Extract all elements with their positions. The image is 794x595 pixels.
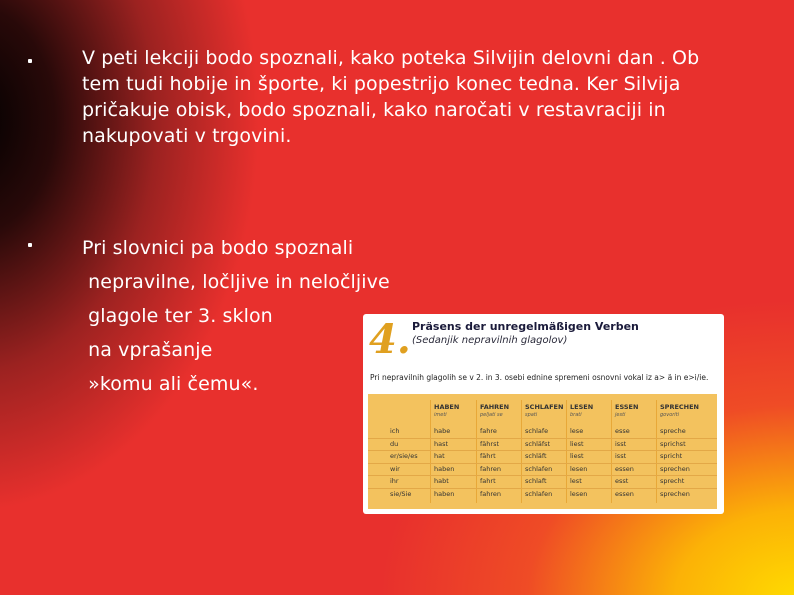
card-subtitle: (Sedanjik nepravilnih glagolov) xyxy=(412,335,568,346)
column-header: LESEN xyxy=(570,403,594,411)
table-cell: essen xyxy=(615,489,634,498)
column-header: HABEN xyxy=(434,403,460,411)
column-header: SPRECHEN xyxy=(660,403,699,411)
table-cell: schlafe xyxy=(525,427,549,435)
table-cell: sprechen xyxy=(660,489,690,498)
lesson-number: 4. xyxy=(369,316,411,363)
table-cell: schläft xyxy=(525,452,547,460)
table-cell: schlaft xyxy=(525,477,547,485)
table-cell: lese xyxy=(570,427,584,435)
table-cell: sprichst xyxy=(660,439,686,448)
table-cell: esst xyxy=(615,477,629,485)
column-header: FAHREN xyxy=(480,403,510,411)
row-label: ihr xyxy=(390,477,399,485)
table-cell: spricht xyxy=(660,452,683,460)
table-cell: esse xyxy=(615,427,630,435)
bullet-dot xyxy=(28,243,32,247)
table-cell: lest xyxy=(570,477,582,485)
table-cell: fahre xyxy=(480,427,497,435)
row-label: ich xyxy=(390,427,400,435)
column-header: ESSEN xyxy=(615,403,639,411)
table-cell: lesen xyxy=(570,464,588,473)
bullet-text-1: V peti lekciji bodo spoznali, kako poteka Silvijin delovni dan . Ob tem tudi hobije in športe, ki popestrijo konec tedna. Ker Silvija pričakuje obisk, bodo spoznali, kako naročati v restavraciji in nakupovati v trgovini. xyxy=(82,47,700,147)
column-subheader: jesti xyxy=(615,412,626,418)
table-row-line xyxy=(368,463,717,464)
row-label: du xyxy=(390,439,399,448)
table-cell: hat xyxy=(434,452,445,460)
table-cell: sprechen xyxy=(660,464,690,473)
table-cell: fahren xyxy=(480,464,502,473)
table-cell: schlafen xyxy=(525,464,553,473)
card-title: Präsens der unregelmäßigen Verben xyxy=(412,320,639,333)
table-cell: fahren xyxy=(480,489,502,498)
column-subheader: brati xyxy=(570,412,582,418)
table-cell: liest xyxy=(570,452,584,460)
column-subheader: imeti xyxy=(434,412,447,418)
table-cell: isst xyxy=(615,439,627,448)
table-cell: haben xyxy=(434,464,455,473)
table-cell: spreche xyxy=(660,427,686,435)
table-cell: fährt xyxy=(480,452,496,460)
table-cell: isst xyxy=(615,452,627,460)
table-cell: fahrt xyxy=(480,477,496,485)
column-subheader: govoriti xyxy=(660,412,680,418)
table-cell: habt xyxy=(434,477,449,485)
table-row-line xyxy=(368,488,717,489)
table-cell: fährst xyxy=(480,439,499,448)
column-header: SCHLAFEN xyxy=(525,403,564,411)
bullet-text-2: Pri slovnici pa bodo spoznali nepravilne, ločljive in neločljive glagole ter 3. sklon na vprašanje »komu ali čemu«. xyxy=(82,237,390,395)
table-cell: liest xyxy=(570,439,584,448)
table-cell: schläfst xyxy=(525,439,551,448)
table-cell: lesen xyxy=(570,489,588,498)
column-subheader: spati xyxy=(525,412,538,418)
card-note: Pri nepravilnih glagolih se v 2. in 3. osebi ednine spremeni osnovni vokal iz a> ä in e>i/ie. xyxy=(370,373,709,382)
table-row-line xyxy=(368,450,717,451)
table-cell: haben xyxy=(434,489,455,498)
verb-table xyxy=(368,394,717,509)
table-cell: essen xyxy=(615,464,634,473)
column-subheader: peljati se xyxy=(480,412,503,418)
bullet-dot xyxy=(28,59,32,63)
table-cell: schlafen xyxy=(525,489,553,498)
row-label: sie/Sie xyxy=(390,489,412,498)
table-cell: habe xyxy=(434,427,451,435)
table-row-line xyxy=(368,438,717,439)
grammar-card xyxy=(363,314,724,514)
table-row-line xyxy=(368,475,717,476)
table-cell: hast xyxy=(434,439,449,448)
table-cell: sprecht xyxy=(660,477,685,485)
row-label: er/sie/es xyxy=(390,452,418,460)
row-label: wir xyxy=(390,464,400,473)
